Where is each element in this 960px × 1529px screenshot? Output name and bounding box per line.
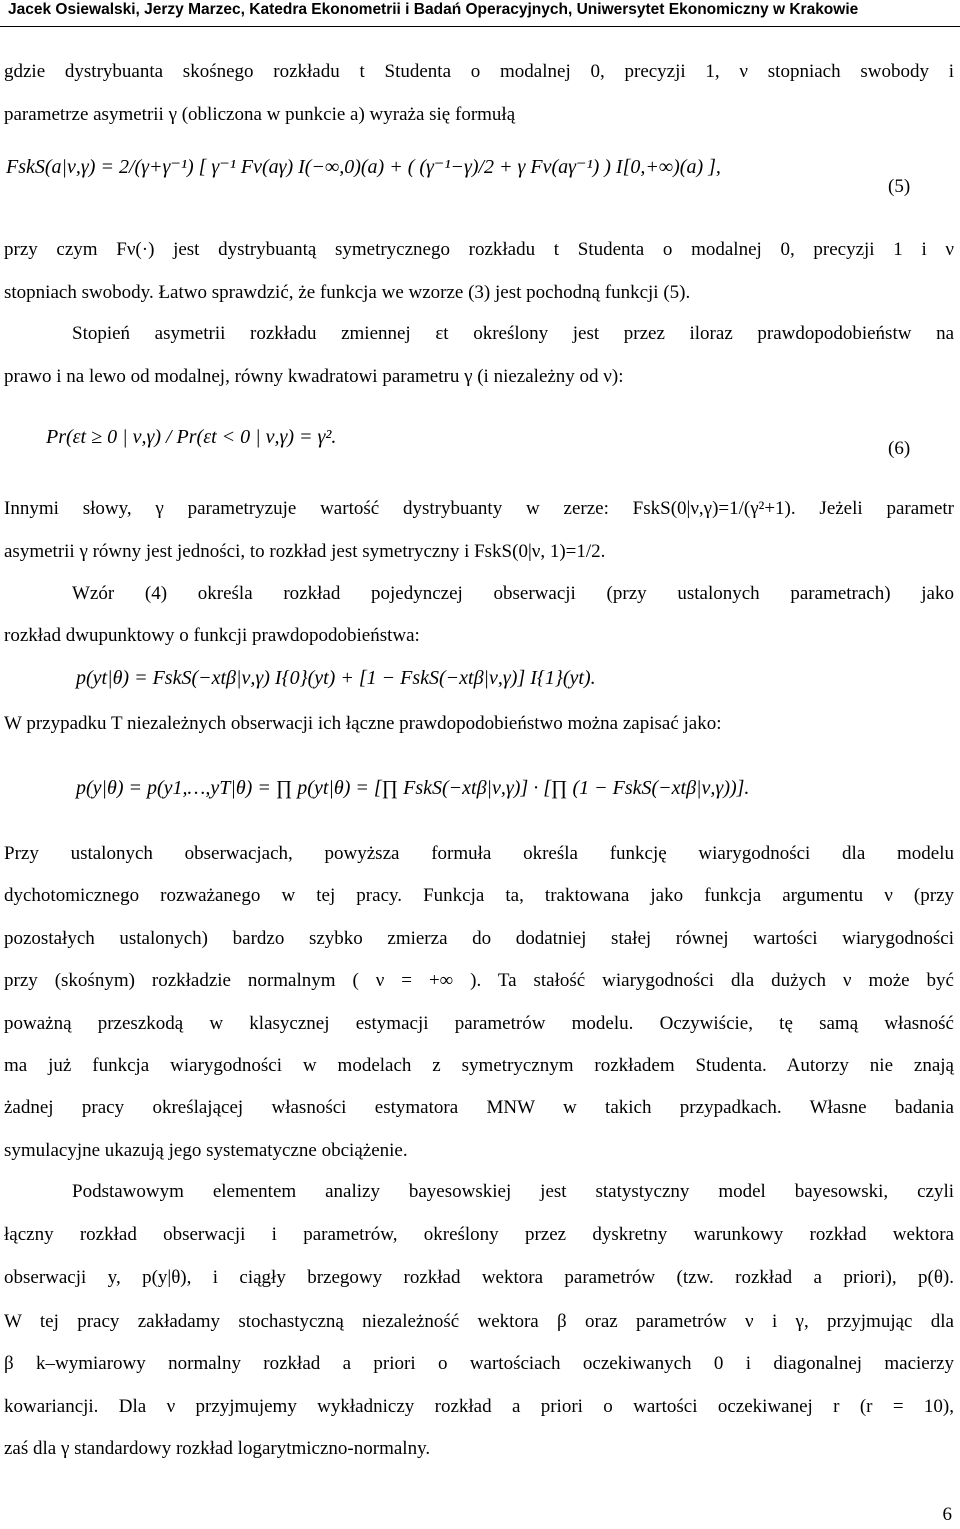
text-line: gdzie dystrybuanta skośnego rozkładu t Studenta o modalnej 0, precyzji 1, ν stopniach swobody i xyxy=(4,61,954,82)
text-line: pozostałych ustalonych) bardzo szybko zmierza do dodatniej stałej równej wartości wiarygodności xyxy=(4,928,954,949)
text-line: asymetrii γ równy jest jedności, to rozkład jest symetryczny i FskS(0|ν, 1)=1/2. xyxy=(4,541,606,562)
text-line: W tej pracy zakładamy stochastyczną niezależność wektora β oraz parametrów ν i γ, przyjmując dla xyxy=(4,1311,954,1332)
text-line: zaś dla γ standardowy rozkład logarytmiczno-normalny. xyxy=(4,1438,431,1459)
text-line: poważną przeszkodą w klasycznej estymacji parametrów modelu. Oczywiście, tę samą własność xyxy=(4,1013,954,1034)
text-line: prawo i na lewo od modalnej, równy kwadratowi parametru γ (i niezależny od ν): xyxy=(4,366,624,387)
equation-number: (5) xyxy=(888,176,911,197)
formula-5: FskS(a|ν,γ) = 2/(γ+γ⁻¹) [ γ⁻¹ Fν(aγ) I(−∞,0)(a) + ( (γ⁻¹−γ)/2 + γ Fν(aγ⁻¹) ) I[0,+∞)(a) ], xyxy=(6,156,721,178)
text-line: łączny rozkład obserwacji i parametrów, określony przez dyskretny warunkowy rozkład wektora xyxy=(4,1224,954,1245)
formula-joint: p(y|θ) = p(y1,…,yT|θ) = ∏ p(yt|θ) = [∏ FskS(−xtβ|ν,γ)] · [∏ (1 − FskS(−xtβ|ν,γ))]. xyxy=(76,777,750,799)
text-line: przy (skośnym) rozkładzie normalnym ( ν = +∞ ). Ta stałość wiarygodności dla dużych ν może być xyxy=(4,970,954,991)
text-line: symulacyjne ukazują jego systematyczne obciążenie. xyxy=(4,1140,408,1161)
text-line: dychotomicznego rozważanego w tej pracy. Funkcja ta, traktowana jako funkcja argumentu ν (przy xyxy=(4,885,954,906)
formula-probability: p(yt|θ) = FskS(−xtβ|ν,γ) I{0}(yt) + [1 − FskS(−xtβ|ν,γ)] I{1}(yt). xyxy=(76,667,596,689)
equation-number: (6) xyxy=(888,438,911,459)
text-line: Przy ustalonych obserwacjach, powyższa formuła określa funkcję wiarygodności dla modelu xyxy=(4,843,954,864)
page-header: Jacek Osiewalski, Jerzy Marzec, Katedra Ekonometrii i Badań Operacyjnych, Uniwersytet Ekonomiczny w Krakowie xyxy=(8,1,859,18)
formula-6: Pr(εt ≥ 0 | ν,γ) / Pr(εt < 0 | ν,γ) = γ². xyxy=(46,426,337,448)
text-line: przy czym Fν(·) jest dystrybuantą symetrycznego rozkładu t Studenta o modalnej 0, precyzji 1 i ν xyxy=(4,239,954,260)
page-number: 6 xyxy=(942,1504,952,1525)
text-line: parametrze asymetrii γ (obliczona w punkcie a) wyraża się formułą xyxy=(4,104,516,125)
text-line: stopniach swobody. Łatwo sprawdzić, że funkcja we wzorze (3) jest pochodną funkcji (5). xyxy=(4,282,691,303)
text-line: β k–wymiarowy normalny rozkład a priori o wartościach oczekiwanych 0 i diagonalnej macierzy xyxy=(4,1353,954,1374)
text-line: żadnej pracy określającej własności estymatora MNW w takich przypadkach. Własne badania xyxy=(4,1097,954,1118)
text-line: Innymi słowy, γ parametryzuje wartość dystrybuanty w zerze: FskS(0|ν,γ)=1/(γ²+1). Jeżeli parametr xyxy=(4,498,954,519)
text-line: rozkład dwupunktowy o funkcji prawdopodobieństwa: xyxy=(4,625,420,646)
header-rule xyxy=(0,26,960,27)
text-line: Podstawowym elementem analizy bayesowskiej jest statystyczny model bayesowski, czyli xyxy=(72,1181,954,1202)
text-line: kowariancji. Dla ν przyjmujemy wykładniczy rozkład a priori o wartości oczekiwanej r (r = 10), xyxy=(4,1396,954,1417)
text-line: W przypadku T niezależnych obserwacji ich łączne prawdopodobieństwo można zapisać jako: xyxy=(4,713,722,734)
text-line: obserwacji y, p(y|θ), i ciągły brzegowy rozkład wektora parametrów (tzw. rozkład a priori), p(θ). xyxy=(4,1267,954,1288)
text-line: ma już funkcja wiarygodności w modelach z symetrycznym rozkładem Studenta. Autorzy nie znają xyxy=(4,1055,954,1076)
text-line: Wzór (4) określa rozkład pojedynczej obserwacji (przy ustalonych parametrach) jako xyxy=(72,583,954,604)
text-line: Stopień asymetrii rozkładu zmiennej εt określony jest przez iloraz prawdopodobieństw na xyxy=(72,323,954,344)
